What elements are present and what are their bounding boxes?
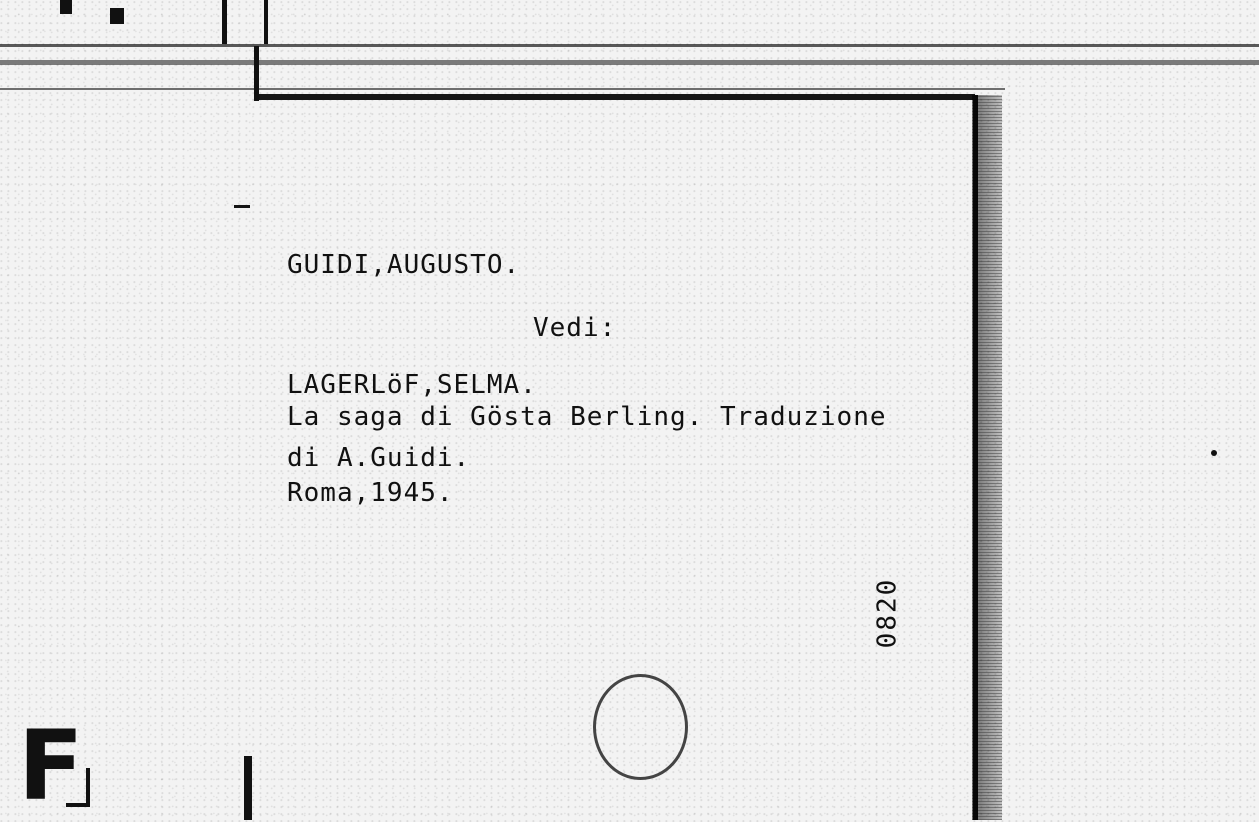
- tab-letter-corner-mark: [66, 768, 90, 807]
- left-divider-top-2: [264, 0, 268, 44]
- reference-imprint: Roma,1945.: [287, 478, 454, 508]
- card-right-edge-shadow: [972, 95, 1002, 820]
- reference-author: LAGERLöF,SELMA.: [287, 370, 537, 400]
- top-left-mark-2: [110, 8, 124, 24]
- top-rule-dashed: [0, 60, 1259, 65]
- stray-dot: [1211, 450, 1217, 456]
- top-rule-upper: [0, 44, 1259, 47]
- left-tick: [234, 205, 250, 208]
- tab-letter: F: [18, 710, 84, 822]
- top-rule-lower: [0, 88, 1005, 90]
- punch-hole: [593, 674, 688, 780]
- see-reference-label: Vedi:: [533, 313, 617, 343]
- left-divider-top: [222, 0, 227, 44]
- reference-title-line-2: di A.Guidi.: [287, 443, 471, 473]
- top-left-mark: [60, 0, 72, 14]
- card-heading: GUIDI,AUGUSTO.: [287, 250, 521, 280]
- card-left-edge-top: [254, 46, 259, 101]
- stamp-number: 0820: [872, 577, 903, 649]
- reference-title-line-1: La saga di Gösta Berling. Traduzione: [287, 402, 887, 432]
